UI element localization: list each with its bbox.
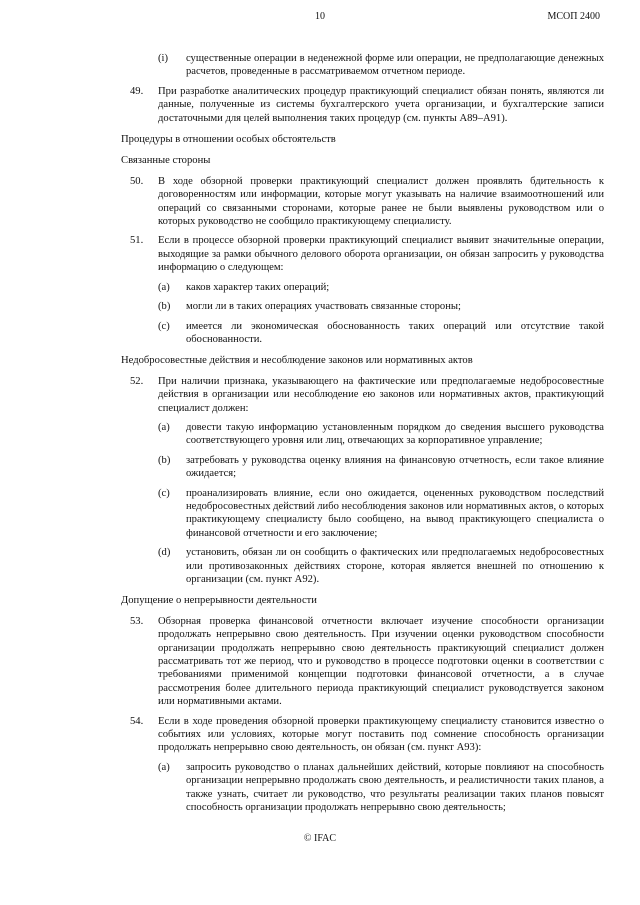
sub-item-label: (i) [158,53,168,64]
sub-item [121,320,604,347]
sub-item-text: могли ли в таких операциях участвовать связанные стороны; [186,301,461,313]
paragraph-item [121,175,604,229]
paragraph-number: 51. [130,235,144,247]
sub-item-text: запросить руководство о планах дальнейших действий, которые повлияют на способность организации непрерывно продолжать свою деятельность, и реалистичности таких планов, а также узнать, считает ли руководство, что результаты реализации таких планов повысят способность организации продолжать непрерывно свою деятельность; [186,761,604,814]
sub-item-text: довести такую информацию установленным порядком до сведения высшего руководства соответствующего уровня или лиц, отвечающих за корпоративное управление; [186,421,604,447]
sub-item-text: каков характер таких операций; [186,281,330,293]
sub-item [121,300,604,313]
section-heading: Процедуры в отношении особых обстоятельств [121,134,336,146]
sub-item-label: (a) [158,421,170,433]
sub-item-label: (c) [158,320,170,332]
section-heading: Недобросовестные действия и несоблюдение законов или нормативных актов [121,355,473,367]
paragraph-text: Если в процессе обзорной проверки практикующий специалист выявит значительные операции, выходящие за рамки обычного делового оборота организации, он обязан запросить у руководства информацию о следующем: [158,235,604,274]
paragraph-text: В ходе обзорной проверки практикующий специалист должен проявлять бдительность к договоренностям или информации, которые могут указывать на наличие взаимоотношений или операций со связанными сторонами, которые ранее не были выявлены руководством или о которых руководство не сообщило практикующему специалисту. [158,175,604,228]
document-id: МСОП 2400 [547,11,600,22]
sub-item-label: (a) [158,281,170,293]
footer-copyright: © IFAC [303,833,337,844]
paragraph-text: При наличии признака, указывающего на фактические или предполагаемые недобросовестные действия в организации или несоблюдение ею законов или нормативных актов, практикующий специалист должен: [158,375,604,414]
sub-item [121,52,604,79]
page-number: 10 [315,11,325,22]
sub-item-label: (b) [158,454,171,466]
sub-item-text: существенные операции в неденежной форме или операции, не предполагающие денежных расчетов, проведенные в рассматриваемом отчетном периоде. [186,53,604,78]
sub-item [121,454,604,481]
paragraph-item [121,615,604,709]
paragraph-number: 52. [130,375,144,387]
paragraph-item [121,85,604,125]
sub-item-label: (d) [158,547,171,559]
sub-item [121,421,604,448]
paragraph-item [121,715,604,755]
paragraph-number: 50. [130,175,144,187]
sub-item-text: установить, обязан ли он сообщить о фактических или предполагаемых недобросовестных или противозаконных действиях стороне, которая является внешней по отношению к организации (см. пункт А92). [186,547,604,585]
sub-item-text: проанализировать влияние, если оно ожидается, оцененных руководством последствий недобросовестных действий либо несоблюдения законов или нормативных актов, о которых практикующему специалисту было сообщено, на вывод практикующего специалиста о финансовой отчетности и его заключение; [186,487,604,539]
sub-item [121,281,604,294]
sub-item [121,487,604,541]
sub-item [121,546,604,586]
section-heading: Допущение о непрерывности деятельности [121,595,317,607]
paragraph-item [121,375,604,415]
sub-item-text: затребовать у руководства оценку влияния на финансовую отчетность, если такое влияние ожидается; [186,454,604,480]
paragraph-number: 49. [130,85,144,97]
paragraph-text: Если в ходе проведения обзорной проверки практикующему специалисту становится известно о событиях или условиях, которые могут поставить под сомнение способность организации продолжать непрерывно свою деятельность, он обязан (см. пункт А93): [158,715,604,754]
sub-item-label: (a) [158,761,170,773]
paragraph-number: 54. [130,715,144,727]
paragraph-text: При разработке аналитических процедур практикующий специалист обязан понять, являются ли данные, полученные из системы бухгалтерского учета организации, и бухгалтерские записи достаточными для целей выполнения таких процедур (см. пункты А89–А91). [158,85,604,124]
paragraph-number: 53. [130,615,144,627]
paragraph-text: Обзорная проверка финансовой отчетности включает изучение способности организации продолжать непрерывно свою деятельность. При изучении оценки руководством способности организации продолжать непрерывно свою деятельность практикующий специалист должен рассматривать тот же период, что и руководство в процессе подготовки оценки в соответствии с требованиями применимой концепции подготовки финансовой отчетности, а в случае рассмотрения более длительного периода практикующий специалист руководствуется законом или нормативными актами. [158,615,604,708]
sub-item [121,761,604,815]
page-content [121,52,604,821]
sub-item-text: имеется ли экономическая обоснованность таких операций или отсутствие такой обоснованности. [186,320,604,345]
section-heading: Связанные стороны [121,155,211,167]
sub-item-label: (c) [158,487,170,499]
sub-item-label: (b) [158,301,171,313]
paragraph-item [121,234,604,274]
